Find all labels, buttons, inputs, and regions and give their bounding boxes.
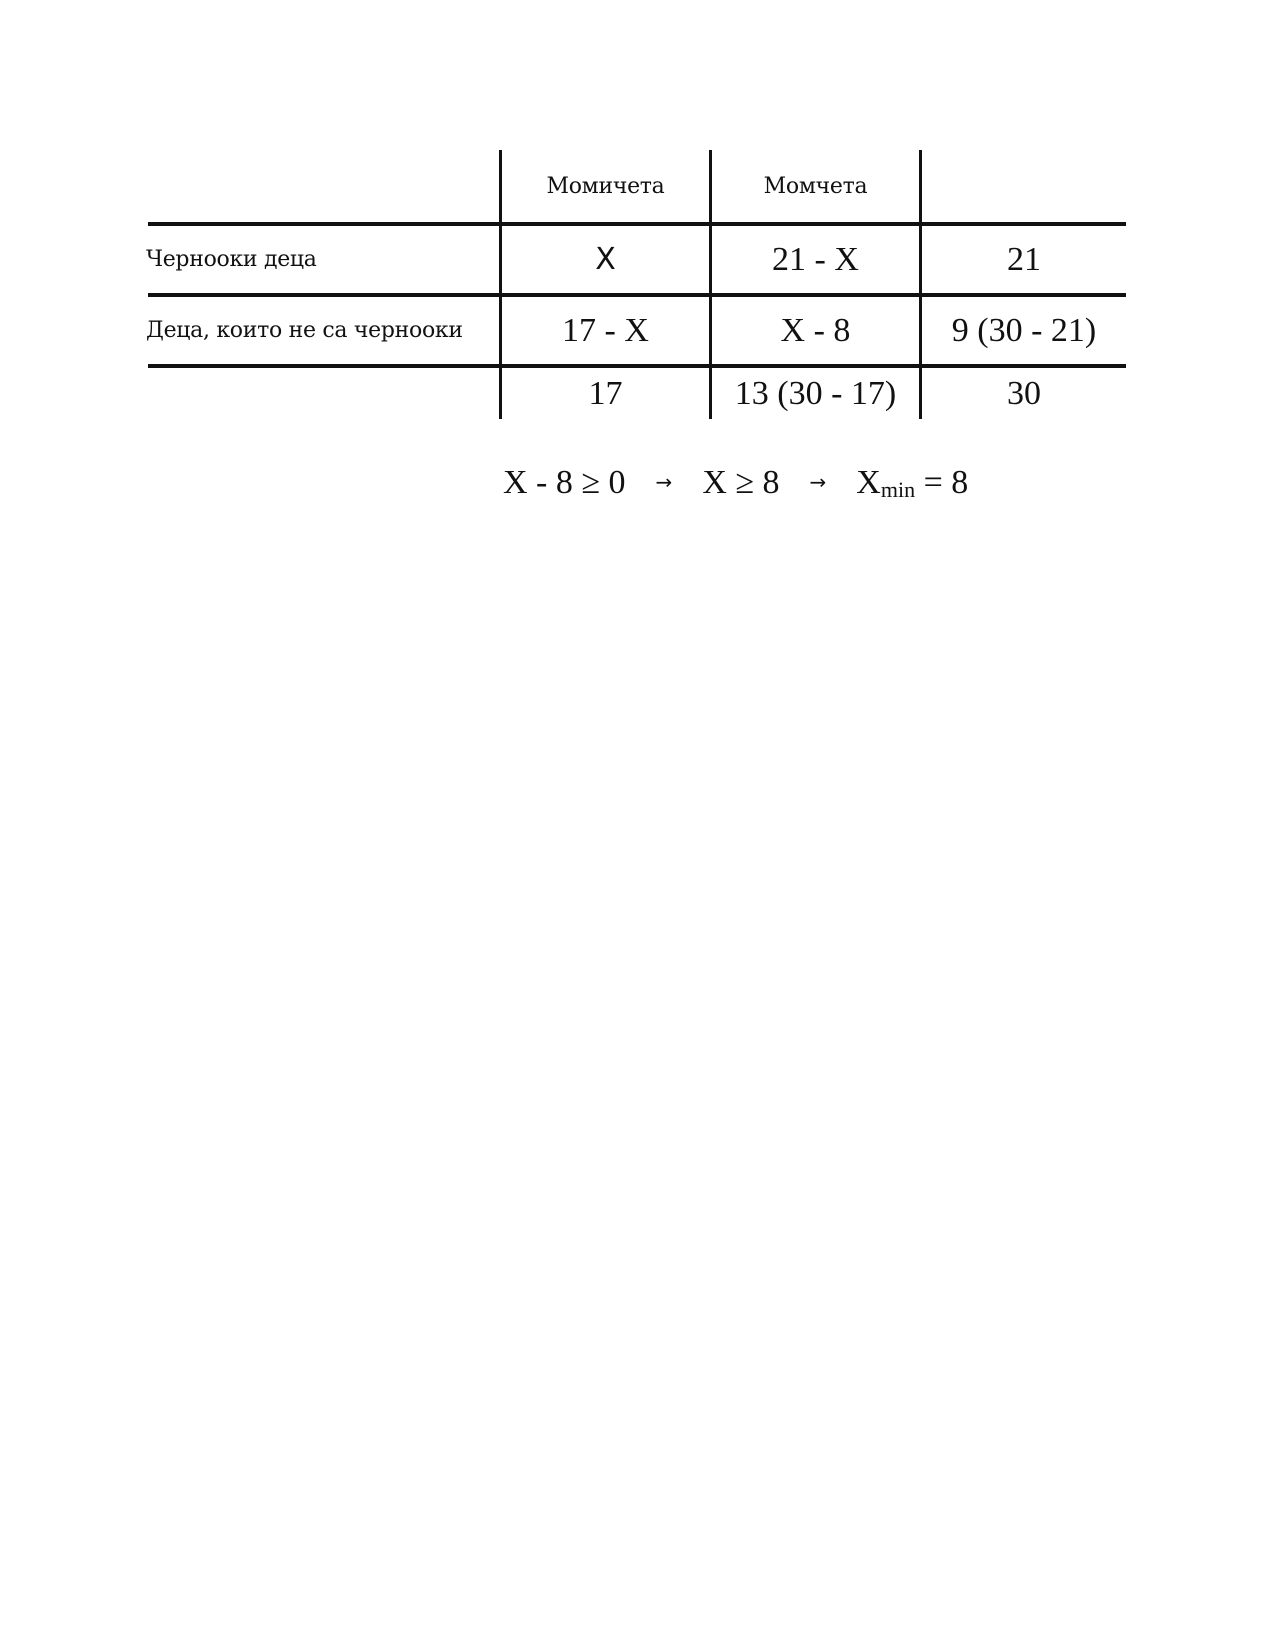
formula-variable: X [856, 464, 881, 501]
table-cell-total: 30 [1007, 374, 1041, 412]
table-cell: 17 - X [562, 311, 649, 349]
header-girls: Момичета [546, 173, 665, 199]
table-cell: X [595, 242, 616, 277]
right-arrow-icon: → [809, 470, 827, 494]
header-boys: Момчета [763, 173, 868, 199]
formula-result: = 8 [915, 464, 969, 501]
row-label-not-black-eyed: Деца, които не са чернооки [146, 318, 463, 343]
formula-step-3 [856, 464, 968, 502]
inequality-formula [503, 464, 968, 514]
table-cell: X - 8 [780, 311, 851, 349]
table-cell: 21 - X [772, 240, 859, 278]
formula-step-1: X - 8 ≥ 0 [503, 464, 626, 501]
right-arrow-icon: → [655, 470, 673, 494]
data-table [148, 150, 1126, 419]
row-label-black-eyed: Чернооки деца [146, 247, 317, 272]
table-cell-total: 17 [588, 374, 623, 412]
table-cell-total: 13 (30 - 17) [734, 374, 897, 412]
formula-subscript: min [880, 477, 916, 502]
table-cell: 21 [1007, 240, 1041, 278]
formula-step-2: X ≥ 8 [702, 464, 780, 501]
table-cell: 9 (30 - 21) [951, 311, 1097, 349]
